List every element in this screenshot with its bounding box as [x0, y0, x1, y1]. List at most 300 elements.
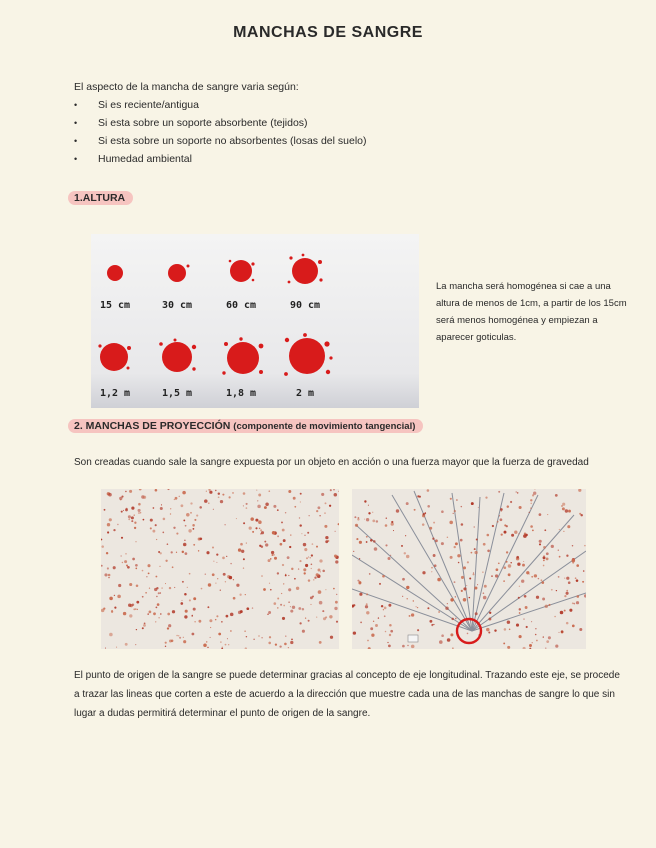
- spatter-dot: [338, 523, 339, 525]
- spatter-dot: [323, 617, 326, 620]
- spatter-dot: [449, 521, 453, 525]
- spatter-dot: [579, 628, 582, 631]
- spatter-dot: [548, 636, 551, 639]
- spatter-dot: [192, 528, 194, 530]
- spatter-dot: [220, 641, 221, 642]
- spatter-dot: [155, 524, 157, 526]
- spatter-dot: [128, 515, 131, 518]
- spatter-dot: [156, 539, 157, 540]
- spatter-dot: [320, 571, 321, 572]
- spatter-dot: [533, 492, 536, 495]
- spatter-dot: [147, 564, 150, 567]
- spatter-dot: [249, 526, 252, 529]
- spatter-dot: [308, 579, 310, 581]
- spatter-dot: [243, 492, 246, 495]
- spatter-dot: [182, 491, 186, 495]
- spatter-dot: [257, 500, 258, 501]
- spatter-dot: [353, 631, 356, 634]
- spatter-dot: [135, 568, 137, 570]
- spatter-dot: [366, 536, 368, 538]
- spatter-dot: [396, 509, 399, 512]
- spatter-dot: [118, 584, 121, 587]
- spatter-dot: [510, 501, 512, 503]
- spatter-dot: [108, 493, 112, 497]
- spatter-dot: [165, 583, 166, 584]
- spatter-dot: [149, 588, 150, 589]
- spatter-dot: [473, 572, 474, 573]
- spatter-dot: [140, 512, 141, 513]
- spatter-dot: [246, 507, 248, 509]
- spatter-dot: [267, 614, 269, 616]
- spatter-dot: [131, 516, 134, 519]
- spatter-dot: [546, 640, 549, 643]
- spatter-dot: [473, 573, 475, 575]
- spatter-dot: [460, 539, 463, 542]
- spatter-dot: [183, 640, 186, 643]
- spatter-dot: [325, 589, 326, 590]
- drop-splatters: [91, 234, 419, 408]
- spatter-dot: [564, 595, 566, 597]
- spatter-dot: [252, 607, 253, 608]
- spatter-dot: [287, 556, 290, 559]
- spatter-dot: [535, 634, 537, 636]
- spatter-dot: [264, 541, 266, 543]
- spatter-dot: [510, 562, 511, 563]
- page-title: MANCHAS DE SANGRE: [233, 24, 423, 41]
- spatter-dot: [530, 503, 531, 504]
- spatter-dot: [265, 543, 268, 546]
- spatter-dot: [156, 607, 158, 609]
- spatter-dot: [355, 524, 358, 527]
- spatter-dot: [185, 610, 188, 613]
- spatter-dot: [208, 489, 210, 491]
- spatter-dot: [548, 604, 550, 606]
- spatter-dot: [558, 576, 560, 578]
- spatter-dot: [221, 621, 222, 622]
- spatter-dot: [384, 607, 387, 610]
- spatter-dot: [366, 593, 368, 595]
- spatter-dot: [371, 634, 374, 637]
- spatter-dot: [208, 583, 211, 586]
- spatter-dot: [487, 549, 490, 552]
- spatter-dot: [319, 559, 322, 562]
- spatter-dot: [227, 638, 228, 639]
- spatter-dot: [387, 642, 388, 643]
- spatter-dot: [284, 643, 287, 646]
- spatter-dot: [461, 590, 463, 592]
- spatter-dot: [478, 507, 479, 508]
- spatter-dot: [209, 619, 212, 622]
- spatter-dot: [273, 554, 275, 556]
- spatter-dot: [225, 644, 227, 646]
- spatter-dot: [561, 630, 564, 633]
- spatter-dot: [370, 627, 373, 630]
- spatter-dot: [454, 546, 456, 548]
- spatter-dot: [215, 490, 216, 491]
- spatter-dot: [463, 587, 466, 590]
- spatter-dot: [485, 496, 487, 498]
- spatter-dot: [447, 603, 448, 604]
- spatter-dot: [169, 640, 172, 643]
- spatter-dot: [279, 645, 281, 647]
- spatter-dot: [191, 615, 193, 617]
- spatter-dot: [433, 624, 434, 625]
- spatter-dot: [409, 615, 411, 617]
- spatter-dot: [526, 626, 528, 628]
- spatter-dot: [188, 529, 191, 532]
- spatter-dot: [364, 519, 365, 520]
- spatter-dot: [476, 539, 478, 541]
- spatter-dot: [566, 577, 569, 580]
- spatter-dot: [441, 510, 444, 513]
- spatter-dot: [302, 630, 305, 633]
- spatter-dot: [385, 544, 387, 546]
- spatter-dot: [160, 507, 163, 510]
- spatter-dot: [474, 548, 476, 550]
- spatter-dot: [584, 545, 586, 547]
- spatter-dot: [275, 643, 277, 645]
- spatter-dot: [243, 505, 244, 506]
- spatter-dot: [547, 514, 548, 515]
- spatter-dot: [486, 628, 489, 631]
- spatter-dot: [393, 530, 394, 531]
- spatter-dot: [450, 556, 453, 559]
- spatter-dot: [220, 590, 221, 591]
- spatter-dot: [559, 556, 561, 558]
- spatter-dot: [298, 607, 301, 610]
- spatter-dot: [168, 624, 171, 627]
- spatter-dot: [199, 537, 202, 540]
- spatter-dot: [308, 620, 310, 622]
- spatter-dot: [280, 543, 283, 546]
- section-heading-proyeccion: [68, 419, 423, 433]
- spatter-dot: [316, 546, 318, 548]
- spatter-dot: [477, 584, 478, 585]
- spatter-dot: [433, 522, 435, 524]
- spatter-dot: [299, 524, 301, 526]
- spatter-dot: [451, 618, 454, 621]
- spatter-dot: [288, 490, 291, 493]
- spatter-dot: [117, 595, 121, 599]
- spatter-dot: [542, 598, 545, 601]
- spatter-dot: [471, 552, 473, 554]
- drop-30cm: [168, 264, 190, 282]
- spatter-dot: [216, 562, 217, 563]
- spatter-dot: [432, 538, 434, 540]
- spatter-dot: [206, 491, 207, 492]
- spatter-dot: [274, 557, 277, 560]
- spatter-dot: [360, 622, 362, 624]
- spatter-dot: [310, 604, 311, 605]
- spatter-dot: [582, 581, 584, 583]
- spatter-dot: [558, 632, 559, 633]
- spatter-dot: [336, 621, 338, 623]
- spatter-dot: [503, 642, 505, 644]
- spatter-dot: [536, 640, 538, 642]
- spatter-dot: [321, 493, 324, 496]
- height-label: 90 cm: [289, 300, 321, 311]
- spatter-dot: [429, 620, 432, 623]
- spatter-dot: [125, 643, 128, 646]
- spatter-dot: [417, 607, 418, 608]
- spatter-dot: [274, 602, 277, 605]
- spatter-dot: [541, 579, 543, 581]
- spatter-dot: [461, 506, 462, 507]
- spatter-dot: [107, 567, 109, 569]
- spatter-dot: [562, 507, 565, 510]
- spatter-dot: [538, 578, 539, 579]
- spatter-dot: [560, 611, 564, 615]
- spatter-dot: [303, 568, 306, 571]
- spatter-dot: [489, 612, 491, 614]
- spatter-dot: [521, 580, 524, 583]
- spatter-dot: [390, 555, 391, 556]
- list-item: • Humedad ambiental: [98, 150, 367, 168]
- spatter-dot: [222, 557, 225, 560]
- spatter-dot: [499, 515, 500, 516]
- spatter-dot: [290, 606, 291, 607]
- spatter-dot: [158, 592, 160, 594]
- spatter-dot: [281, 521, 283, 523]
- spatter-dot: [568, 510, 571, 513]
- spatter-dot: [555, 645, 558, 648]
- spatter-dot: [215, 619, 217, 621]
- spatter-dot: [519, 608, 521, 610]
- wall-socket: [408, 635, 418, 642]
- spatter-dot: [559, 529, 560, 530]
- spatter-dot: [313, 579, 314, 580]
- spatter-dot: [216, 615, 218, 617]
- spatter-dot: [109, 633, 113, 637]
- spatter-dot: [530, 507, 531, 508]
- spatter-dot: [302, 608, 304, 610]
- spatter-dot: [419, 496, 421, 498]
- spatter-dot: [123, 612, 126, 615]
- spatter-dot: [183, 519, 185, 521]
- spatter-dot: [256, 490, 257, 491]
- spatter-dot: [319, 515, 320, 516]
- spatter-dot: [217, 578, 218, 579]
- spatter-dot: [317, 506, 320, 509]
- spatter-dot: [324, 512, 326, 514]
- spatter-dot: [208, 502, 209, 503]
- spatter-dot: [226, 615, 229, 618]
- spatter-dot: [529, 574, 530, 575]
- spatter-dot: [196, 515, 198, 517]
- spatter-dot: [165, 642, 167, 644]
- spatter-dot: [411, 645, 415, 649]
- spatter-dot: [325, 502, 327, 504]
- spatter-dot: [516, 491, 517, 492]
- spatter-dot: [389, 634, 391, 636]
- spatter-dot: [359, 593, 362, 596]
- spatter-dot: [303, 543, 306, 546]
- spatter-dot: [152, 530, 155, 533]
- list-item: • Si esta sobre un soporte absorbente (tejidos): [98, 114, 367, 132]
- spatter-dot: [146, 576, 147, 577]
- spatter-dot: [289, 546, 291, 548]
- spatter-dot: [379, 583, 381, 585]
- spatter-dot: [184, 540, 185, 541]
- spatter-dot: [494, 629, 496, 631]
- spatter-dot: [507, 620, 510, 623]
- spatter-dot: [387, 557, 390, 560]
- spatter-dot: [483, 592, 485, 594]
- spatter-dot: [137, 609, 138, 610]
- spatter-dot: [135, 608, 136, 609]
- spatter-dot: [170, 513, 171, 514]
- spatter-dot: [273, 505, 276, 508]
- spatter-dot: [319, 601, 323, 605]
- spatter-dot: [283, 605, 285, 607]
- spatter-dot: [524, 595, 527, 598]
- spatter-dot: [184, 615, 187, 618]
- spatter-dot: [121, 537, 123, 539]
- spatter-dot: [569, 609, 572, 612]
- spatter-dot: [576, 579, 579, 582]
- spatter-dot: [463, 598, 467, 602]
- intro-block: [74, 78, 367, 168]
- spatter-dot: [556, 590, 557, 591]
- spatter-dot: [138, 512, 140, 514]
- spatter-dot: [282, 617, 285, 620]
- spatter-dot: [366, 541, 368, 543]
- spatter-dot: [495, 574, 498, 577]
- spatter-dot: [170, 508, 171, 509]
- section-heading-altura: 1.ALTURA: [68, 191, 133, 205]
- spatter-dot: [576, 601, 579, 604]
- spatter-dot: [562, 503, 565, 506]
- spatter-dot: [511, 534, 514, 537]
- spatter-dot: [474, 526, 475, 527]
- spatter-dot: [508, 573, 511, 576]
- spatter-dot: [258, 520, 262, 524]
- spatter-dot: [576, 564, 579, 567]
- spatter-dot: [305, 617, 306, 618]
- spatter-dot: [106, 552, 108, 554]
- spatter-dot: [281, 593, 282, 594]
- spatter-dot: [232, 492, 234, 494]
- spatter-dot: [209, 491, 212, 494]
- spatter-dot: [207, 606, 209, 608]
- spatter-dot: [236, 518, 237, 519]
- spatter-dot: [366, 518, 369, 521]
- spatter-dot: [220, 500, 223, 503]
- spatter-dot: [307, 532, 309, 534]
- spatter-dot: [117, 524, 118, 525]
- spatter-dot: [532, 530, 534, 532]
- spatter-dot: [357, 580, 359, 582]
- spatter-dot: [224, 524, 225, 525]
- spatter-dot: [178, 635, 179, 636]
- spatter-photo-right: [352, 489, 586, 649]
- spatter-dot: [369, 573, 371, 575]
- spatter-dot: [277, 607, 279, 609]
- spatter-dot: [159, 566, 160, 567]
- spatter-dot: [277, 598, 279, 600]
- spatter-dot: [368, 512, 370, 514]
- spatter-dot: [324, 525, 327, 528]
- spatter-dot: [116, 647, 117, 648]
- spatter-dot: [280, 604, 282, 606]
- spatter-dot: [359, 558, 360, 559]
- spatter-dot: [179, 496, 180, 497]
- spatter-dot: [458, 562, 460, 564]
- drop-1-2m: [98, 343, 131, 371]
- spatter-dot: [114, 595, 115, 596]
- spatter-dot: [322, 610, 324, 612]
- spatter-dot: [471, 502, 474, 505]
- spatter-dot: [172, 610, 175, 613]
- spatter-dot: [469, 577, 471, 579]
- spatter-dot: [193, 608, 196, 611]
- spatter-dot: [212, 573, 215, 576]
- spatter-dot: [114, 607, 116, 609]
- spatter-dot: [190, 512, 192, 514]
- spatter-dot: [143, 624, 146, 627]
- spatter-dot: [503, 566, 506, 569]
- spatter-dot: [298, 568, 299, 569]
- spatter-dot: [129, 583, 132, 586]
- spatter-dot: [516, 624, 519, 627]
- spatter-dot: [383, 609, 384, 610]
- height-label: 15 cm: [99, 300, 131, 311]
- spatter-dot: [535, 628, 536, 629]
- spatter-dot: [270, 558, 272, 560]
- spatter-dot: [103, 607, 105, 609]
- spatter-dot: [422, 571, 425, 574]
- spatter-dot: [192, 524, 195, 527]
- spatter-dot: [283, 583, 284, 584]
- spatter-dot: [187, 587, 188, 588]
- spatter-dot: [272, 554, 274, 556]
- spatter-dot: [147, 613, 149, 615]
- spatter-dot: [503, 580, 505, 582]
- spatter-dot: [160, 592, 162, 594]
- spatter-dot: [189, 599, 191, 601]
- spatter-dot: [246, 607, 249, 610]
- spatter-dot: [136, 601, 139, 604]
- spatter-dot: [132, 558, 135, 561]
- spatter-dot: [529, 648, 531, 649]
- spatter-dot: [455, 618, 457, 620]
- spatter-dot: [193, 544, 195, 546]
- spatter-dot: [253, 639, 254, 640]
- spatter-dot: [453, 513, 454, 514]
- spatter-dot: [277, 535, 279, 537]
- spatter-dot: [519, 635, 522, 638]
- spatter-dot: [277, 509, 279, 511]
- spatter-dot: [506, 525, 508, 527]
- spatter-dot: [529, 644, 532, 647]
- spatter-dot: [107, 531, 109, 533]
- spatter-dot: [580, 514, 582, 516]
- spatter-dot: [104, 509, 106, 511]
- spatter-dot: [441, 634, 444, 637]
- list-item: • Si es reciente/antigua: [98, 96, 367, 114]
- spatter-dot: [190, 502, 192, 504]
- spatter-dot: [522, 564, 525, 567]
- spatter-dot: [271, 551, 274, 554]
- spatter-dot: [180, 602, 183, 605]
- spatter-dot: [241, 550, 244, 553]
- spatter-dot: [564, 578, 565, 579]
- spatter-dot: [427, 505, 430, 508]
- spatter-dot: [573, 603, 575, 605]
- spatter-dot: [176, 635, 178, 637]
- spatter-dot: [517, 563, 520, 566]
- spatter-dot: [291, 639, 293, 641]
